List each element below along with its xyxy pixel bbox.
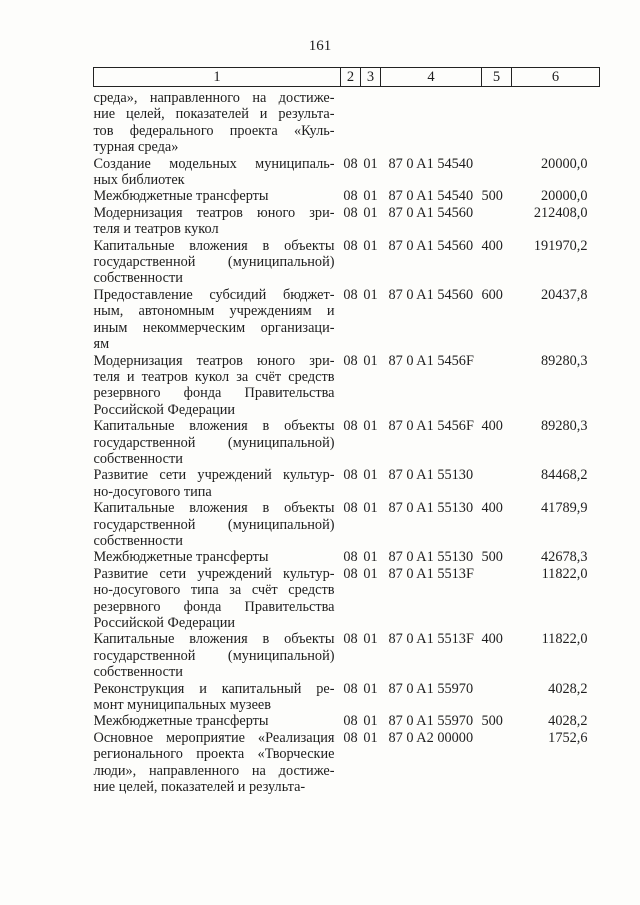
row-name-line: Межбюджетные трансферты (93, 713, 269, 730)
row-name-line: ным, автономным учреждениям и (93, 303, 335, 320)
target-article-code: 87 0 A2 00000 (388, 729, 474, 746)
row-name-line: регионального проекта «Творческие (93, 746, 335, 763)
amount: 4028,2 (548, 713, 588, 730)
row-name (94, 188, 341, 204)
amount: 11822,0 (541, 565, 588, 582)
row-name (94, 467, 341, 500)
row-name-line: Основное мероприятие «Реализация (93, 729, 335, 746)
target-article-code: 87 0 A1 5456F (388, 352, 474, 369)
row-name-line: собственности (93, 270, 183, 287)
header-col-4: 4 (381, 68, 482, 87)
target-article-code: 87 0 A1 54560 (388, 204, 474, 221)
row-name-line: Российской Федерации (93, 401, 236, 418)
amount: 42678,3 (541, 549, 588, 566)
subsection-code: 01 (363, 188, 378, 205)
row-name-line: Капитальные вложения в объекты (93, 237, 335, 254)
row-name-line: теля и театров кукол (93, 221, 219, 238)
amount: 11822,0 (541, 631, 588, 648)
expense-type-code (482, 730, 512, 796)
section-code: 08 (343, 155, 358, 172)
row-name-line: люди», направленного на достиже- (93, 762, 335, 779)
row-name (94, 156, 341, 189)
header-col-3: 3 (361, 68, 381, 87)
row-name-line: Модернизация театров юного зри- (93, 204, 335, 221)
section-code: 08 (343, 237, 358, 254)
row-name-line: Межбюджетные трансферты (93, 549, 269, 566)
table-row (94, 631, 600, 680)
table-row (94, 353, 600, 419)
target-article-code (381, 87, 482, 156)
page-number: 161 (308, 38, 332, 54)
target-article-code: 87 0 A1 5513F (388, 631, 474, 648)
row-name (94, 500, 341, 549)
table-row (94, 500, 600, 549)
expense-type-code: 400 (481, 500, 503, 517)
row-name (94, 205, 341, 238)
subsection-code: 01 (363, 713, 378, 730)
target-article-code: 87 0 A1 55970 (388, 680, 474, 697)
expense-type-code (482, 205, 512, 238)
subsection-code: 01 (363, 467, 378, 484)
row-name-line: Развитие сети учреждений культур- (93, 565, 335, 582)
row-name-line: ям (93, 336, 110, 353)
table-row (94, 549, 600, 565)
row-name-line: ных библиотек (93, 172, 185, 189)
target-article-code: 87 0 A1 54540 (388, 155, 474, 172)
row-name-line: собственности (93, 450, 183, 467)
target-article-code: 87 0 A1 55130 (388, 549, 474, 566)
row-name-line: Модернизация театров юного зри- (93, 352, 335, 369)
subsection-code: 01 (363, 680, 378, 697)
row-name-line: монт муниципальных музеев (93, 697, 272, 714)
amount: 1752,6 (548, 729, 588, 746)
table-row (94, 566, 600, 632)
subsection-code: 01 (363, 500, 378, 517)
amount: 84468,2 (541, 467, 588, 484)
amount: 20437,8 (541, 286, 588, 303)
section-code: 08 (343, 713, 358, 730)
amount: 20000,0 (541, 188, 588, 205)
row-name-line: государственной (муниципальной) (93, 434, 335, 451)
row-name (94, 631, 341, 680)
table-row (94, 681, 600, 714)
row-name-line: Создание модельных муниципаль- (93, 155, 335, 172)
row-name-line: Капитальные вложения в объекты (93, 631, 335, 648)
subsection-code: 01 (363, 631, 378, 648)
amount: 89280,3 (541, 352, 588, 369)
row-name (94, 713, 341, 729)
table-row (94, 287, 600, 353)
expense-type-code: 500 (481, 549, 503, 566)
row-name-line: государственной (муниципальной) (93, 516, 335, 533)
subsection-code: 01 (363, 286, 378, 303)
section-code (341, 87, 361, 156)
section-code: 08 (343, 500, 358, 517)
table-body (94, 87, 600, 796)
amount: 41789,9 (541, 500, 588, 517)
row-name-line: иным некоммерческим организаци- (93, 319, 335, 336)
expense-type-code (482, 156, 512, 189)
table-row (94, 87, 600, 156)
subsection-code: 01 (363, 729, 378, 746)
row-name (94, 353, 341, 419)
table-row (94, 238, 600, 287)
amount: 212408,0 (533, 204, 588, 221)
row-name (94, 549, 341, 565)
row-name (94, 681, 341, 714)
table-header (94, 68, 600, 87)
row-name-line: собственности (93, 532, 183, 549)
target-article-code: 87 0 A1 54540 (388, 188, 474, 205)
subsection-code (361, 87, 381, 156)
target-article-code: 87 0 A1 5513F (388, 565, 474, 582)
table-row (94, 418, 600, 467)
subsection-code: 01 (363, 352, 378, 369)
header-col-6: 6 (512, 68, 600, 87)
expense-type-code (482, 87, 512, 156)
row-name-line: но-досугового типа (93, 483, 212, 500)
expense-type-code (482, 353, 512, 419)
section-code: 08 (343, 418, 358, 435)
row-name-line: среда», направленного на достиже- (93, 90, 335, 106)
subsection-code: 01 (363, 204, 378, 221)
subsection-code: 01 (363, 565, 378, 582)
row-name-line: резервного фонда Правительства (93, 598, 335, 615)
expense-type-code: 600 (481, 286, 503, 303)
expense-type-code (482, 467, 512, 500)
table-row (94, 156, 600, 189)
amount: 20000,0 (541, 155, 588, 172)
row-name (94, 87, 341, 156)
row-name-line: государственной (муниципальной) (93, 647, 335, 664)
row-name-line: государственной (муниципальной) (93, 254, 335, 271)
section-code: 08 (343, 188, 358, 205)
section-code: 08 (343, 549, 358, 566)
expense-type-code (482, 566, 512, 632)
table-row (94, 730, 600, 796)
section-code: 08 (343, 352, 358, 369)
table-row (94, 713, 600, 729)
target-article-code: 87 0 A1 54560 (388, 237, 474, 254)
expense-type-code: 400 (481, 237, 503, 254)
header-col-1: 1 (94, 68, 341, 87)
section-code: 08 (343, 467, 358, 484)
subsection-code: 01 (363, 237, 378, 254)
table-row (94, 205, 600, 238)
row-name-line: Реконструкция и капитальный ре- (93, 680, 335, 697)
row-name-line: но-досугового типа за счёт средств (93, 582, 335, 599)
row-name-line: собственности (93, 664, 183, 681)
row-name-line: Межбюджетные трансферты (93, 188, 269, 205)
row-name-line: Капитальные вложения в объекты (93, 500, 335, 517)
target-article-code: 87 0 A1 55130 (388, 500, 474, 517)
expense-type-code: 500 (481, 188, 503, 205)
target-article-code: 87 0 A1 55130 (388, 467, 474, 484)
target-article-code: 87 0 A1 55970 (388, 713, 474, 730)
row-name-line: ние целей, показателей и результа- (93, 106, 335, 123)
amount: 191970,2 (533, 237, 588, 254)
row-name (94, 730, 341, 796)
row-name-line: тов федерального проекта «Куль- (93, 122, 335, 139)
subsection-code: 01 (363, 418, 378, 435)
row-name-line: Предоставление субсидий бюджет- (93, 286, 335, 303)
expense-type-code: 400 (481, 631, 503, 648)
subsection-code: 01 (363, 549, 378, 566)
row-name-line: турная среда» (93, 139, 179, 156)
row-name (94, 287, 341, 353)
row-name (94, 238, 341, 287)
row-name (94, 418, 341, 467)
section-code: 08 (343, 565, 358, 582)
row-name-line: Российской Федерации (93, 615, 236, 631)
row-name-line: Капитальные вложения в объекты (93, 418, 335, 435)
subsection-code: 01 (363, 155, 378, 172)
amount: 89280,3 (541, 418, 588, 435)
section-code: 08 (343, 286, 358, 303)
target-article-code: 87 0 A1 54560 (388, 286, 474, 303)
row-name (94, 566, 341, 632)
table-row (94, 467, 600, 500)
header-col-2: 2 (341, 68, 361, 87)
row-name-line: резервного фонда Правительства (93, 385, 335, 402)
expense-type-code (482, 681, 512, 714)
expense-type-code: 400 (481, 418, 503, 435)
section-code: 08 (343, 204, 358, 221)
expense-type-code: 500 (481, 713, 503, 730)
header-col-5: 5 (482, 68, 512, 87)
header-row (94, 68, 600, 87)
row-name-line: Развитие сети учреждений культур- (93, 467, 335, 484)
amount: 4028,2 (548, 680, 588, 697)
section-code: 08 (343, 631, 358, 648)
amount (512, 87, 600, 156)
target-article-code: 87 0 A1 5456F (388, 418, 474, 435)
section-code: 08 (343, 680, 358, 697)
table-row (94, 188, 600, 204)
budget-table (93, 67, 600, 795)
row-name-line: ние целей, показателей и результа- (93, 779, 306, 796)
section-code: 08 (343, 729, 358, 746)
row-name-line: теля и театров кукол за счёт средств (93, 368, 335, 385)
